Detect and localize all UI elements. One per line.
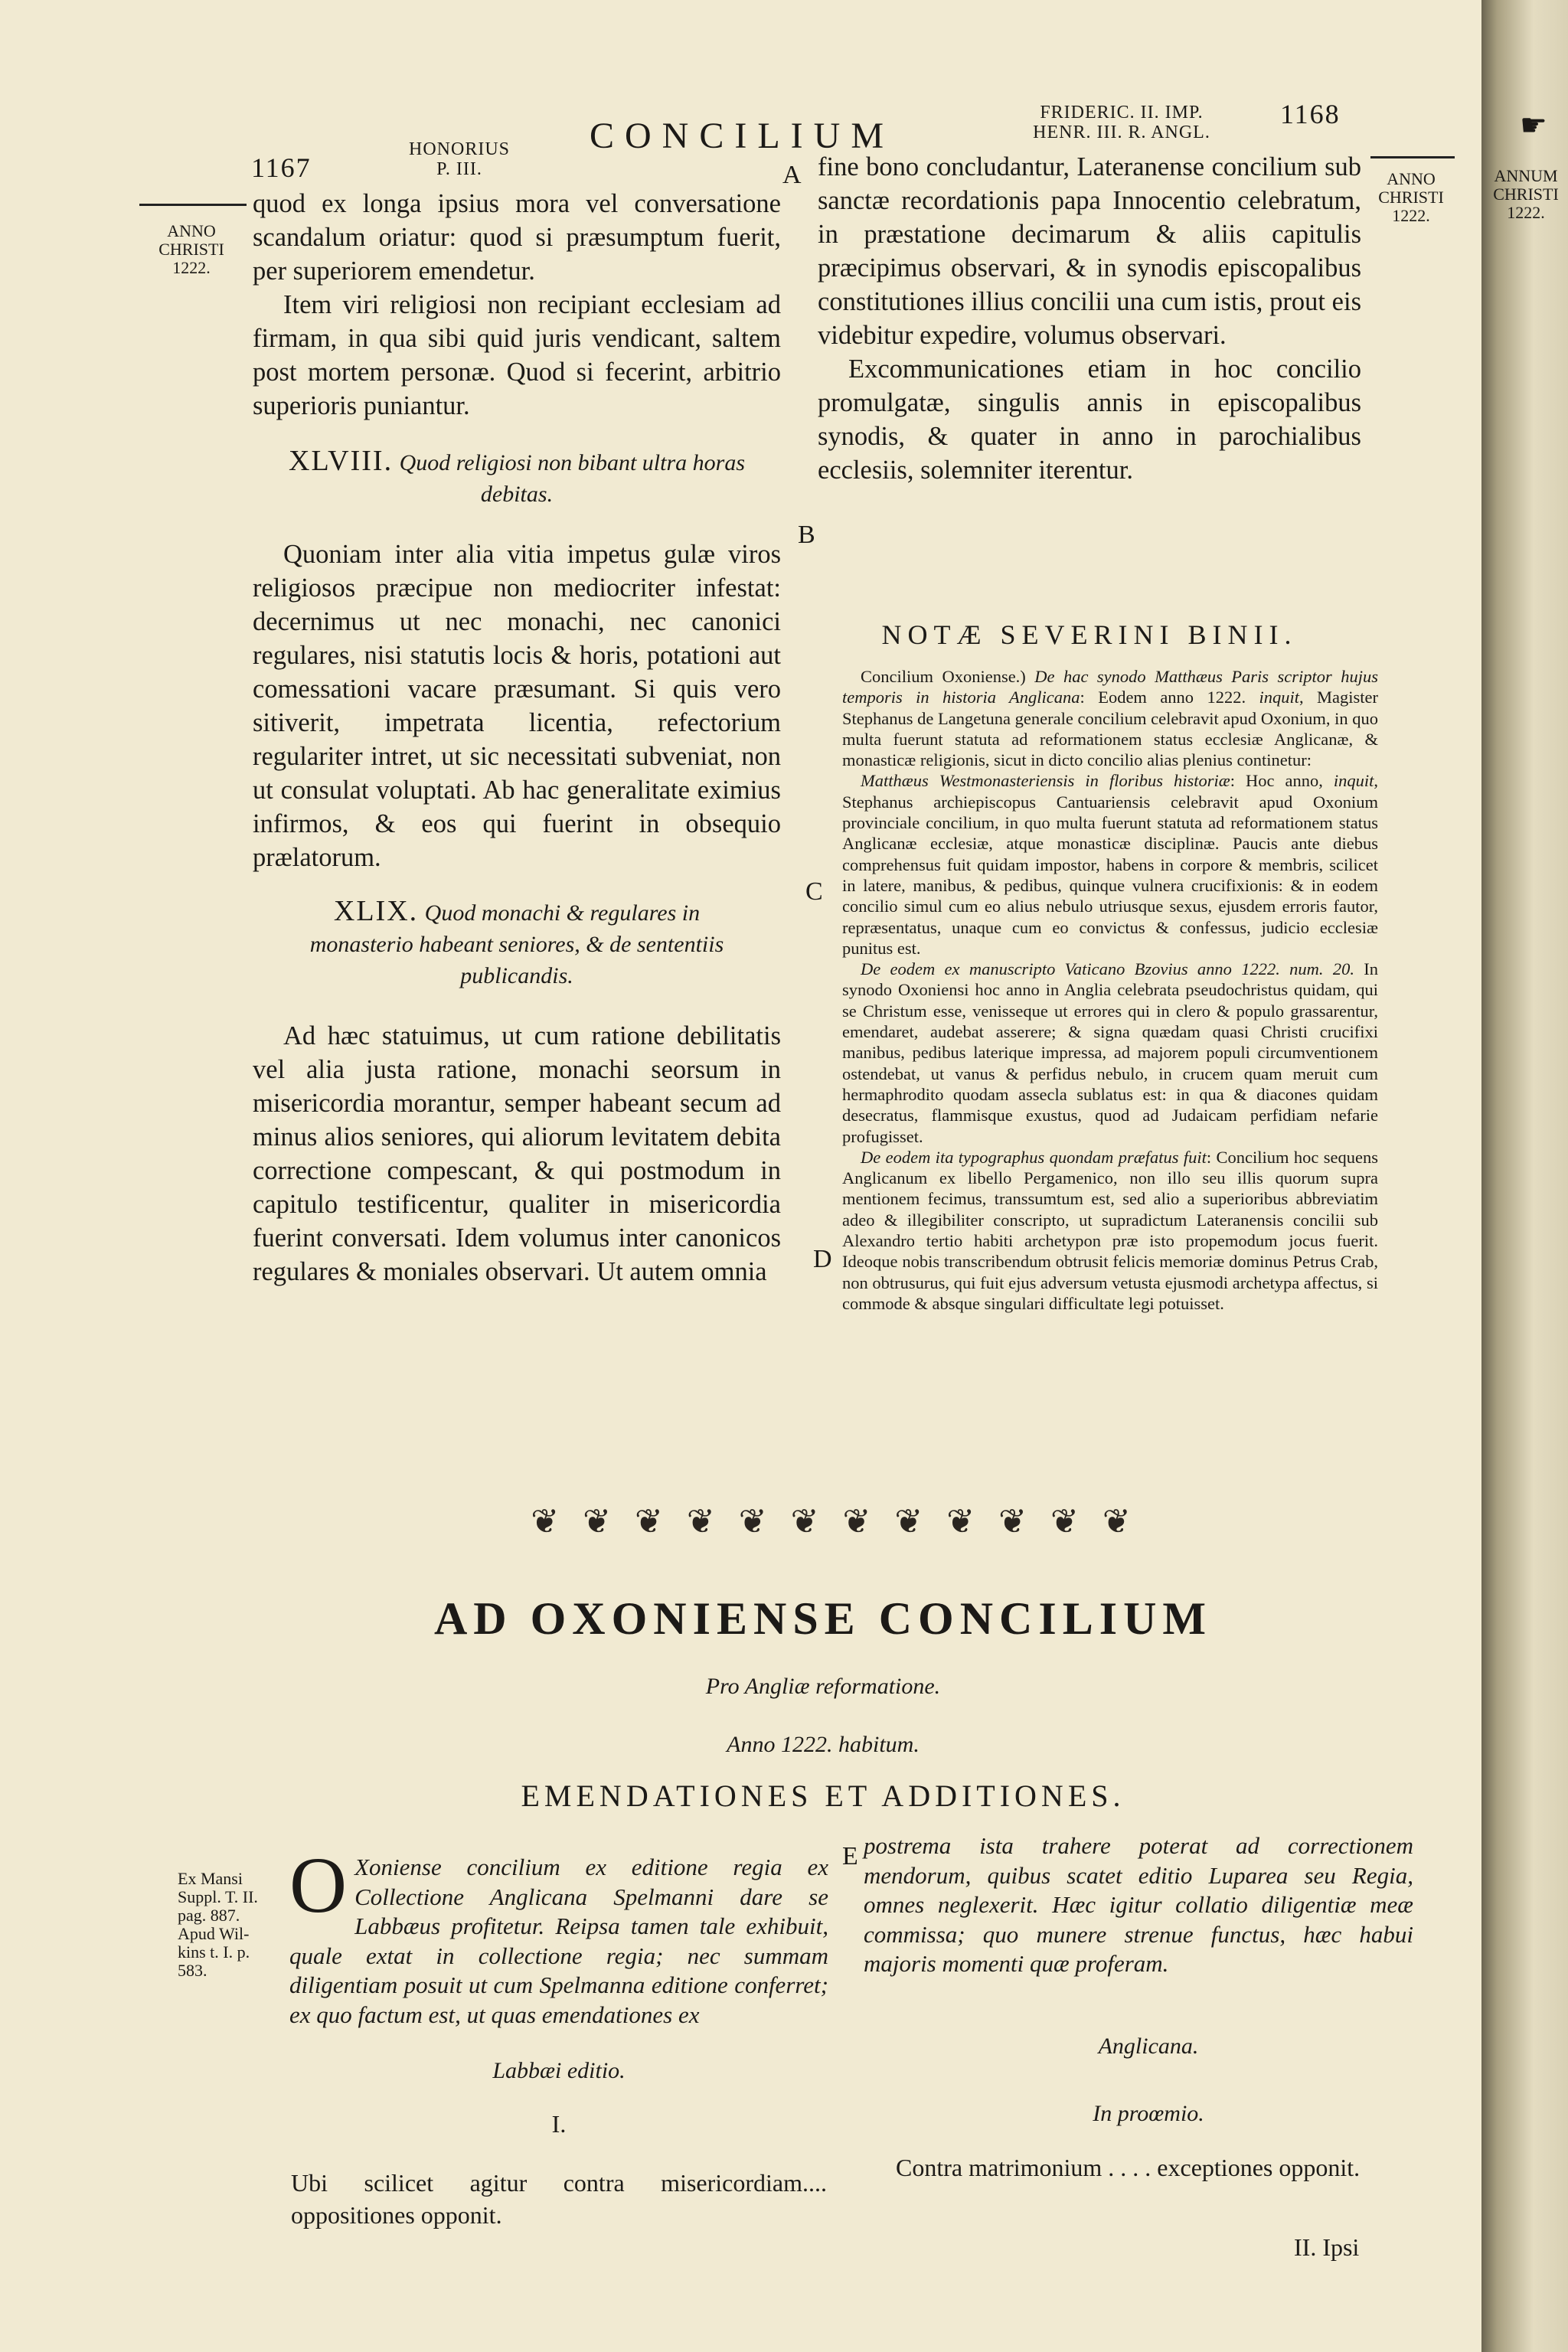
pointing-hand-icon: ☛ xyxy=(1520,108,1547,142)
in-proemio-label: In proœmio. xyxy=(1093,2101,1204,2126)
left-final-line: Ubi scilicet agitur contra misericordiam.... oppositiones opponit. xyxy=(291,2169,827,2229)
header-pope xyxy=(398,139,521,179)
note-3: De eodem ex manuscripto Vaticano Bzovius anno 1222. num. 20. In synodo Oxoniensi hoc anno in Anglia celebrata pseudochristus quidam, qui se Christum esse, venisseque ut errores qui in clero & populo grassarentur, emendaret, audebat asserere; & signa quædam quasi Christi crucifixi manibus, pedibus laterique impressa, ad majorem populi circumventionem ostendebat, ut vanus & perfidus nebulo, in crucem quam meruit cum hermaphrodito quodam assecla sublatus est: in qua & diacones quidam desecratus, flammisque exustus, quod ad Judaicam perfidiam nefarie profugisset. xyxy=(842,959,1378,1146)
chapter-heading-49 xyxy=(283,896,750,991)
emendation-right-text xyxy=(864,1831,1413,1979)
source-line: kins t. I. p. xyxy=(178,1942,250,1962)
paragraph-excommunicationes: Excommunicationes etiam in hoc concilio promulgatæ, singulis annis in episcopalibus synodis, & quater in anno in parochialibus ecclesiis, solemniter iterentur. xyxy=(818,354,1361,485)
year-tag-annum: ANNUM xyxy=(1494,166,1558,185)
year-tag-christi: CHRISTI xyxy=(1378,188,1444,207)
section-title: AD OXONIENSE CONCILIUM xyxy=(433,1593,1213,1644)
left-column xyxy=(253,187,781,1289)
right-margin-rule xyxy=(1370,156,1455,158)
section-year: Anno 1222. habitum. xyxy=(727,1732,920,1757)
note-1: Concilium Oxoniense.) De hac synodo Matthæus Paris scriptor hujus temporis in historia Anglicana: Eodem anno 1222. inquit, Magister Stephanus de Langetuna generale concilium celebravit apud Oxonium, in quo multa fuerunt statuta ad reformationem status ecclesiæ Anglicanæ, & monasticæ religionis, sicut in dicto concilio alias plenius continetur: xyxy=(842,667,1379,770)
left-margin-rule xyxy=(139,204,247,206)
chapter-title: Quod religiosi non bibant ultra horas debitas. xyxy=(399,450,745,507)
emendations-title: EMENDATIONES ET ADDITIONES. xyxy=(521,1779,1125,1813)
year-tag-christi: CHRISTI xyxy=(1493,185,1559,204)
chapter-heading-48 xyxy=(253,446,781,510)
header-rulers xyxy=(1011,103,1233,142)
drop-cap: O xyxy=(289,1841,348,1929)
emendation-left-body: Xoniense concilium ex editione regia ex Collectione Anglicana Spelmanni dare se Labbæus profitetur. Reipsa tamen tale exhibuit, quale extat in collectione regia; nec summam diligentiam posuit ut cum Spelmanna editione conferret; ex quo factum est, ut quas emendationes ex xyxy=(289,1854,828,2028)
paragraph-ecclesiam-firmam: Item viri religiosi non recipiant ecclesiam ad firmam, in qua sibi quid juris vendicant, saltem post mortem personæ. Quod si fecerint, arbitrio superioris puniantur. xyxy=(253,290,781,420)
margin-letter-b: B xyxy=(798,521,815,549)
notes-heading: NOTÆ SEVERINI BINII. xyxy=(881,619,1298,650)
margin-letter-a: A xyxy=(782,161,802,189)
year-tag-anno: ANNO xyxy=(167,221,216,240)
paragraph-quoniam: Quoniam inter alia vitia impetus gulæ viros religiosos præcipue non mediocriter infestat: decernimus ut nec monachi, nec canonici regulares, nisi statutis locis & horis, potationi aut comessationi vacare præsumant. Si quis vero sitiverit, impetrata licentia, refectorium regulariter intret, ut sic necessitati subveniat, non ut consulat voluptati. Ab hac generalitate eximius infirmos, & eos qui fuerint in obsequio prælatorum. xyxy=(253,540,781,872)
year-tag-anno: ANNO xyxy=(1387,169,1436,188)
paragraph-continuation: quod ex longa ipsius mora vel conversatione scandalum oriatur: quod si præsumptum fuerit, per superiorem emendetur. xyxy=(253,189,781,286)
emendation-right-body: postrema ista trahere poterat ad correctionem mendorum, quibus scatet editio Luparea seu Regia, omnes neglexerit. Hæc igitur collatio diligentiæ meæ commissa; quo munere strenue functus, hæc habui majoris momenti quæ proferam. xyxy=(864,1832,1413,1977)
source-sidenote xyxy=(178,1870,285,1980)
right-final-line: Contra matrimonium . . . . exceptiones opponit. xyxy=(896,2154,1361,2181)
header-pope-name: HONORIUS xyxy=(408,139,510,159)
header-emperor: FRIDERIC. II. IMP. xyxy=(1040,103,1204,122)
paragraph-fine-bono: fine bono concludantur, Lateranense concilium sub sanctæ recordationis papa Innocentio celebratum, in præstatione decimarum & aliis capitulis præcipimus observari, & in synodis episcopalibus constitutiones illius concilii una cum istis, prout eis videbitur expedire, volumus observari. xyxy=(818,152,1361,350)
notes-block xyxy=(842,666,1378,1314)
note-4: De eodem ita typographus quondam præfatus fuit: Concilium hoc sequens Anglicanum ex libello Pergamenico, non illo seu illis quorum supra mentionem fecimus, transsumtum est, sed alio a superioribus abbreviatim adeo & illegibiliter conscripto, ut supradictum Lateranensis concilii sub Alexandro tertio habiti archetypon præ isto propemodum jocus fuerit. Ideoque nobis transcribendum obtrusit felicis memoriæ dominus Petrus Crab, non obtrusurus, qui fuit ejus adversum vetusta ejusmodi archetypa affectus, si commode & absque singulari difficultate legi potuisset. xyxy=(842,1147,1378,1313)
item-number-one: I. xyxy=(551,2110,567,2138)
emendation-left-text xyxy=(289,1841,828,2030)
header-king: HENR. III. R. ANGL. xyxy=(1033,122,1210,142)
margin-letter-e: E xyxy=(842,1842,858,1870)
year-tag-year: 1222. xyxy=(1507,203,1545,222)
margin-letter-d: D xyxy=(813,1245,832,1273)
ornament-band: ❦ ❦ ❦ ❦ ❦ ❦ ❦ ❦ ❦ ❦ ❦ ❦ xyxy=(531,1503,1138,1540)
running-title: CONCILIUM xyxy=(590,116,894,156)
left-year-tag xyxy=(145,222,237,277)
chapter-number: XLVIII. xyxy=(289,445,394,477)
catchword: II. Ipsi xyxy=(1294,2233,1360,2261)
year-tag-year: 1222. xyxy=(172,258,211,277)
adjacent-page-edge xyxy=(1481,0,1568,2352)
year-tag-year: 1222. xyxy=(1392,206,1430,225)
chapter-number: XLIX. xyxy=(333,895,419,927)
anglicana-label: Anglicana. xyxy=(1098,2034,1199,2059)
source-line: Suppl. T. II. xyxy=(178,1887,258,1906)
header-pope-number: P. III. xyxy=(436,159,482,179)
labbaei-label: Labbæi editio. xyxy=(492,2058,626,2083)
right-column xyxy=(818,150,1361,487)
adjacent-page-year-tag xyxy=(1484,167,1568,222)
year-tag-christi: CHRISTI xyxy=(158,240,224,259)
source-line: Apud Wil- xyxy=(178,1924,250,1943)
right-year-tag xyxy=(1369,170,1453,225)
page-number-left: 1167 xyxy=(251,152,312,183)
source-line: Ex Mansi xyxy=(178,1869,243,1888)
source-line: pag. 887. xyxy=(178,1906,240,1925)
section-subtitle: Pro Angliæ reformatione. xyxy=(705,1674,941,1699)
note-2: Matthæus Westmonasteriensis in floribus historiæ: Hoc anno, inquit, Stephanus archiepiscopus Cantuariensis celebravit apud Oxonium provinciale concilium, in quo multa fuerunt statuta ad reformationem status Anglicanæ ecclesiæ, atque monasticæ disciplinæ. Paucis ante diebus comprehensus fuit quidam impostor, habens in corpore & membris, scilicet in latere, manibus, & pedibus, quinque vulnera crucifixionis: & in eodem concilio simul cum eo alius nebulo utriusque sexus, ejusdem erroris fautor, repræsentatus, unaque cum eo convictus & confessus, judicio ecclesiæ punitus est. xyxy=(842,771,1378,958)
paragraph-ad-haec: Ad hæc statuimus, ut cum ratione debilitatis vel alia justa ratione, monachi seorsum in misericordia morantur, semper habeant secum ad minus alios seniores, qui aliorum levitatem debita correctione compescant, & qui postmodum in capitulo testificentur, qualiter in misericordia fuerint conversati. Idem volumus inter canonicos regulares & moniales observari. Ut autem omnia xyxy=(253,1021,781,1286)
margin-letter-c: C xyxy=(805,877,823,906)
source-line: 583. xyxy=(178,1961,207,1980)
chapter-title: Quod monachi & regulares in monasterio habeant seniores, & de sententiis publicandis. xyxy=(309,900,724,988)
page-number-right: 1168 xyxy=(1280,99,1341,129)
